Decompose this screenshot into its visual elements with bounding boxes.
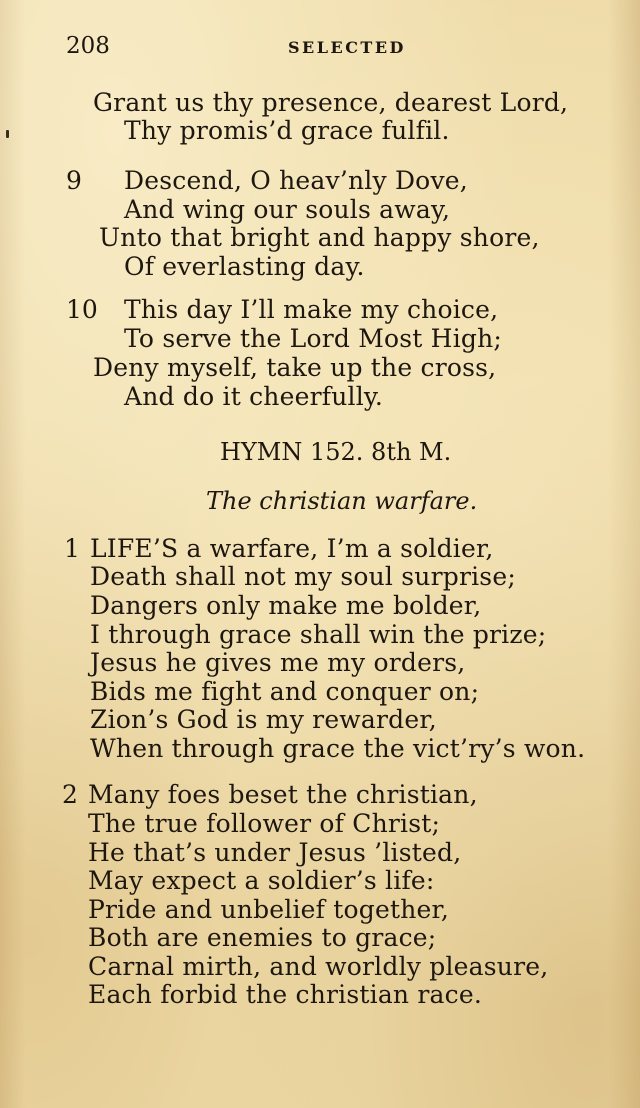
verse-line: Dangers only make me bolder, xyxy=(90,591,482,620)
verse-line: He that’s under Jesus ’listed, xyxy=(88,838,462,867)
hymn-subtitle: The christian warfare. xyxy=(206,487,478,515)
verse-line: Deny myself, take up the cross, xyxy=(93,353,497,382)
verse-line: Both are enemies to grace; xyxy=(88,923,437,952)
verse-line: And wing our souls away, xyxy=(124,195,451,224)
verse-line: Unto that bright and happy shore, xyxy=(99,223,540,252)
verse-line: To serve the Lord Most High; xyxy=(124,324,503,353)
verse-line: Bids me fight and conquer on; xyxy=(90,677,480,706)
margin-mark xyxy=(6,130,9,138)
running-head: SELECTED xyxy=(288,38,406,57)
verse-line: Carnal mirth, and worldly pleasure, xyxy=(88,952,549,981)
verse-line: Death shall not my soul surprise; xyxy=(90,562,516,591)
verse-line: Of everlasting day. xyxy=(124,252,365,281)
hymn-title: HYMN 152. 8th M. xyxy=(220,438,452,466)
verse-line: This day I’ll make my choice, xyxy=(124,295,499,324)
verse-line: Grant us thy presence, dearest Lord, xyxy=(93,88,569,117)
verse-line: Thy promis’d grace fulfil. xyxy=(124,116,450,145)
stanza-number: 1 xyxy=(64,534,80,563)
stanza-number: 10 xyxy=(66,295,98,324)
stanza-number: 2 xyxy=(62,780,78,809)
verse-line: Jesus he gives me my orders, xyxy=(90,648,466,677)
verse-line: LIFE’S a warfare, I’m a soldier, xyxy=(90,534,494,563)
verse-line: The true follower of Christ; xyxy=(88,809,441,838)
verse-line: May expect a soldier’s life: xyxy=(88,866,435,895)
verse-line: Each forbid the christian race. xyxy=(88,980,482,1009)
verse-line: Many foes beset the christian, xyxy=(88,780,478,809)
verse-line: And do it cheerfully. xyxy=(124,382,384,411)
verse-line: Pride and unbelief together, xyxy=(88,895,450,924)
verse-line: I through grace shall win the prize; xyxy=(90,620,547,649)
page-number: 208 xyxy=(66,33,110,59)
stanza-number: 9 xyxy=(66,166,82,195)
verse-line: Zion’s God is my rewarder, xyxy=(90,705,437,734)
verse-line: Descend, O heav’nly Dove, xyxy=(124,166,468,195)
verse-line: When through grace the vict’ry’s won. xyxy=(90,734,586,763)
